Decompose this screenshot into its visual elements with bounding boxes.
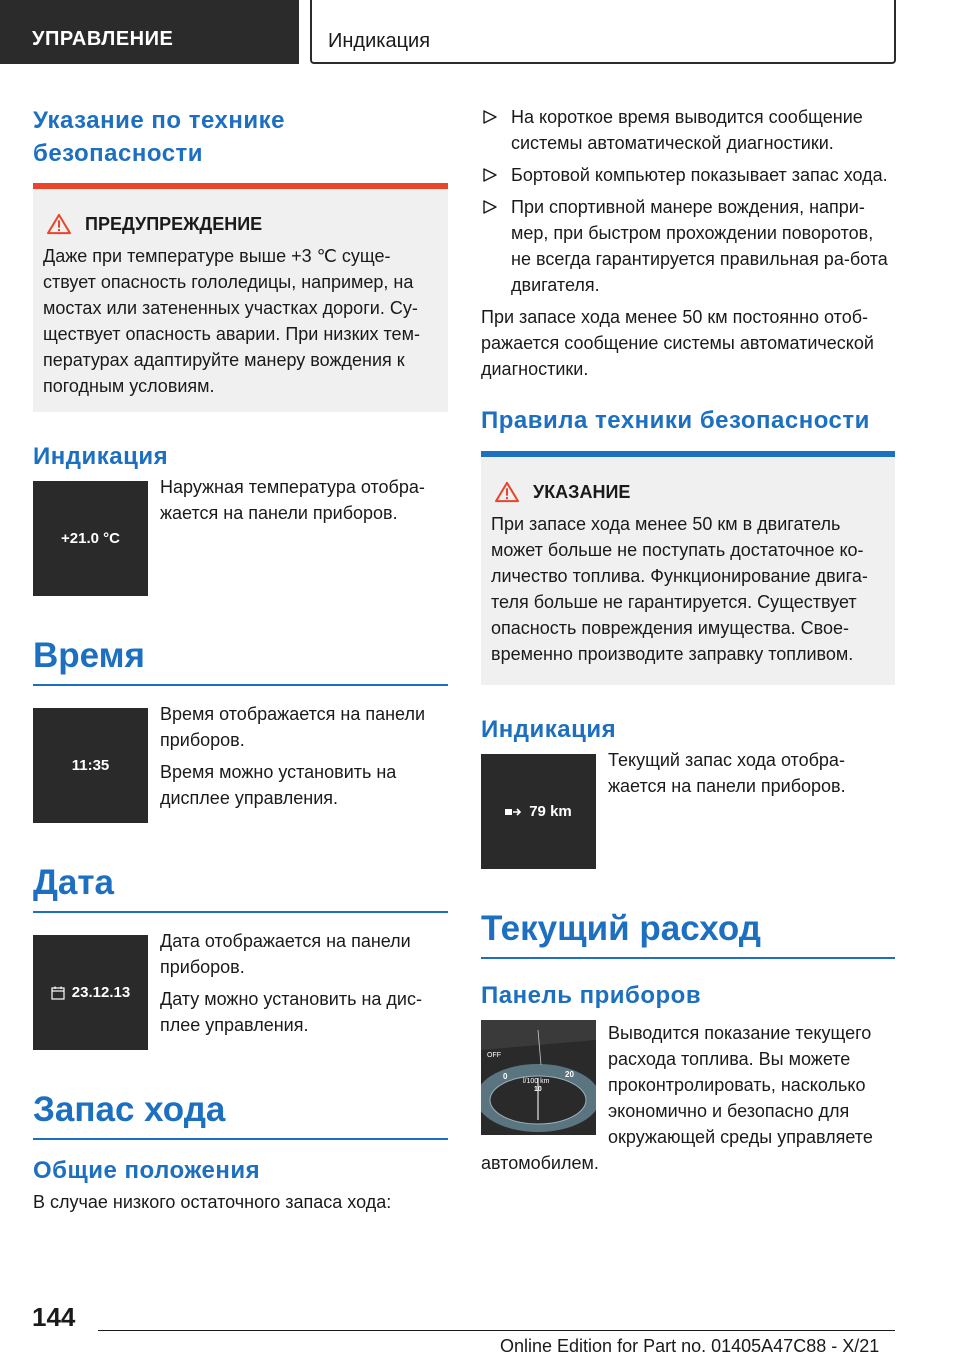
header-section-tab [0,0,299,64]
calendar-icon [51,986,65,1000]
notice-title: УКАЗАНИЕ [533,482,631,502]
display-heading: Индикация [33,443,169,470]
date-display-image [33,935,148,1050]
date-display-value: 23.12.13 [71,984,131,1001]
temperature-display-value: +21.0 °C [61,530,120,547]
edition-note: Online Edition for Part no. 01405A47C88 - X/21 [500,1336,880,1356]
fuel-range-icon [505,806,523,818]
notice-text: При запасе хода менее 50 км в двигатель может больше не поступать достаточное ко‐личество топлива. Функционирование двига‐теля больше не гарантируется. Существует опасность повреждения имущества. Свое‐временно производите заправку топливом. [491,514,868,664]
gauge-off-label: OFF [487,1052,501,1059]
safety-heading: Указание по технике безопасности [33,107,285,167]
warning-title: ПРЕДУПРЕЖДЕНИЕ [85,214,263,234]
gauge-unit-label: l/100 km [523,1078,550,1085]
right-column [481,104,895,1176]
header-subsection-tab [310,0,896,64]
consumption-heading: Текущий расход [481,907,895,959]
notice-icon [493,481,521,503]
range-caption [608,747,895,805]
time-heading: Время [33,634,448,686]
date-text-2: Дату можно установить на дис‐плее управления. [160,989,422,1035]
header-section-label: УПРАВЛЕНИЕ [32,28,174,50]
gauge-zero-label: 0 [503,1072,508,1081]
range-display-heading: Индикация [481,716,617,743]
notice-title-row [491,479,885,505]
date-caption [160,928,448,1044]
page-number: 144 [32,1302,76,1332]
temperature-caption [160,474,448,532]
panel-heading: Панель приборов [481,982,702,1009]
time-figure [33,704,448,823]
bullet-text: При спортивной манере вождения, напри‐мер, при быстром прохождении поворотов, не всегда гарантируется правильная ра‐бота двигателя. [511,197,888,295]
rules-heading: Правила техники безопасности [481,407,870,434]
bullet-text: На короткое время выводится сообщение системы автоматической диагностики. [511,107,863,153]
time-text-2: Время можно установить на дисплее управления. [160,762,397,808]
general-heading: Общие положения [33,1157,261,1184]
bullet-item [481,104,895,156]
time-display-image [33,708,148,823]
time-caption [160,701,448,817]
gauge-ten-label: 10 [534,1086,542,1093]
general-text: В случае низкого остаточного запаса хода: [33,1192,392,1212]
triangle-bullet-icon [483,168,497,182]
date-text-1: Дата отображается на панели приборов. [160,931,411,977]
notice-box [481,457,895,685]
consumption-gauge-image [481,1020,596,1135]
range-display-image [481,754,596,869]
range-heading: Запас хода [33,1088,448,1140]
time-text-1: Время отображается на панели приборов. [160,704,426,750]
header-subsection-label: Индикация [328,30,431,52]
warning-text: Даже при температуре выше +3 ℃ суще‐ствует опасность гололедицы, например, на мостах или затененных участках дороги. Су‐ществует опасность аварии. При низких тем‐пературах адаптируйте манеру вождения к погодным условиям. [43,246,420,396]
temperature-display-image [33,481,148,596]
footer-divider [98,1330,895,1331]
panel-figure [481,1020,895,1176]
time-display-value: 11:35 [71,757,110,774]
bullet-item [481,194,895,298]
range-text: Текущий запас хода отобра‐жается на панели приборов. [608,750,846,796]
range-figure [481,750,895,869]
temperature-text: Наружная температура отобра‐жается на панели приборов. [160,477,425,523]
date-figure [33,931,448,1050]
bullet-item [481,162,895,188]
warning-icon [45,213,73,235]
warning-title-row [43,211,438,237]
range-note: При запасе хода менее 50 км постоянно отоб‐ражается сообщение системы автоматической диагностики. [481,307,874,379]
bullet-text: Бортовой компьютер показывает запас хода. [511,165,888,185]
panel-text: Выводится показание текущего расхода топлива. Вы можете проконтролировать, насколько экономично и безопасно для окружающей среды управляете автомобилем. [481,1023,873,1173]
gauge-twenty-label: 20 [565,1070,574,1079]
warning-box [33,189,448,412]
temperature-figure [33,477,448,596]
date-heading: Дата [33,861,448,913]
range-display-value: 79 km [529,803,572,820]
left-column [33,104,448,1215]
triangle-bullet-icon [483,110,497,124]
triangle-bullet-icon [483,200,497,214]
